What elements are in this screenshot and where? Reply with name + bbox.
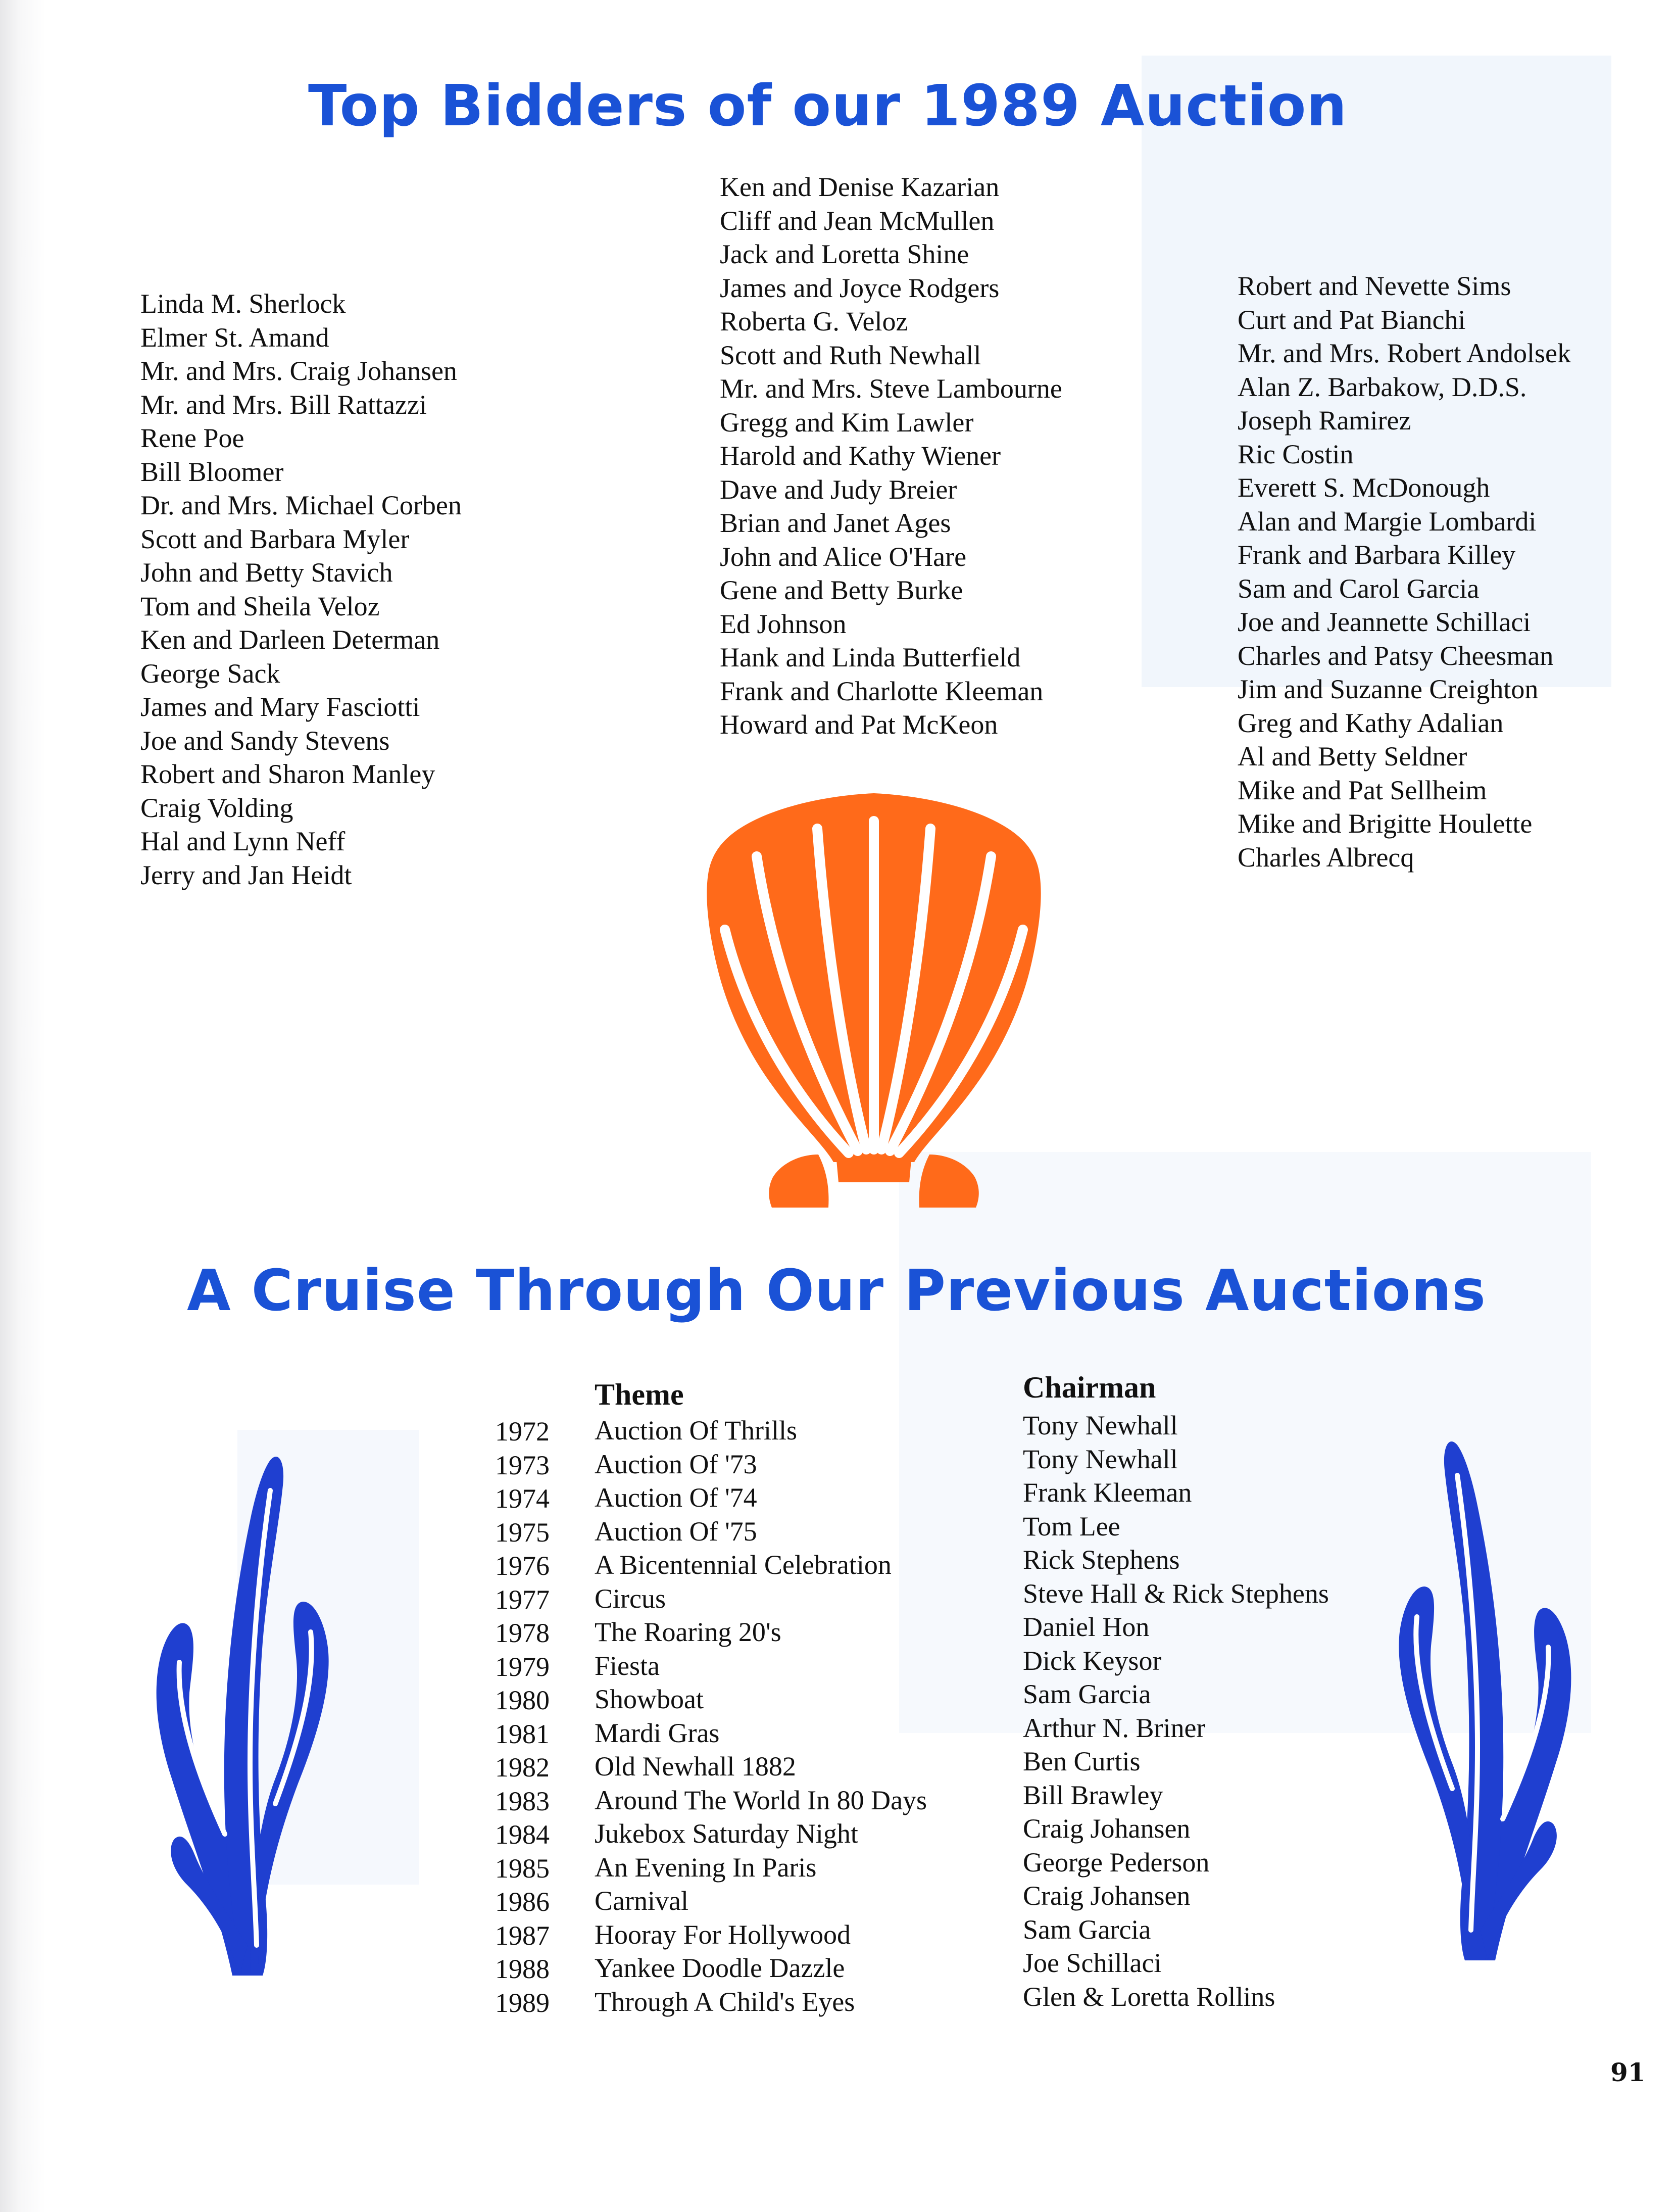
bidder-name: Ken and Denise Kazarian [720, 172, 1000, 202]
bidder-name: Mr. and Mrs. Bill Rattazzi [140, 389, 427, 420]
auction-theme: Mardi Gras [595, 1717, 720, 1748]
auction-theme: Hooray For Hollywood [595, 1919, 851, 1950]
bidder-name: Robert and Nevette Sims [1238, 271, 1511, 301]
auction-year: 1986 [495, 1887, 550, 1917]
auction-theme: Showboat [595, 1684, 704, 1714]
bidder-name: Dr. and Mrs. Michael Corben [140, 490, 462, 520]
auction-chairman: Ben Curtis [1023, 1746, 1141, 1776]
bidder-name: James and Joyce Rodgers [720, 272, 1000, 303]
auction-chairman: Arthur N. Briner [1023, 1712, 1206, 1743]
theme-column-header: Theme [595, 1378, 684, 1411]
bidder-name: Robert and Sharon Manley [140, 759, 435, 789]
auction-year: 1975 [495, 1517, 550, 1548]
auction-chairman: Glen & Loretta Rollins [1023, 1981, 1275, 2012]
bidder-name: Greg and Kathy Adalian [1238, 707, 1504, 738]
bidders-column-3 [1238, 269, 1571, 874]
bidder-name: Mike and Brigitte Houlette [1238, 808, 1533, 839]
auction-year: 1979 [495, 1651, 550, 1682]
auction-theme: Circus [595, 1583, 666, 1614]
auction-year: 1974 [495, 1483, 550, 1514]
auction-year: 1985 [495, 1853, 550, 1884]
top-bidders-heading: Top Bidders of our 1989 Auction [308, 73, 1348, 139]
bidder-name: Brian and Janet Ages [720, 508, 951, 538]
bidder-name: Joe and Jeannette Schillaci [1238, 607, 1531, 637]
bidder-name: John and Betty Stavich [140, 557, 393, 588]
bidder-name: Bill Bloomer [140, 456, 284, 487]
auction-chairman: Craig Johansen [1023, 1813, 1191, 1844]
bidders-column-2 [720, 170, 1062, 742]
auction-year: 1980 [495, 1685, 550, 1715]
auction-chairman: Daniel Hon [1023, 1612, 1150, 1642]
bidder-name: Ric Costin [1238, 439, 1354, 469]
auction-chairman: Tony Newhall [1023, 1410, 1178, 1440]
bidder-name: Harold and Kathy Wiener [720, 441, 1001, 471]
bidder-name: George Sack [140, 658, 280, 689]
auction-year: 1981 [495, 1718, 550, 1749]
bidders-column-1 [140, 287, 462, 892]
seaweed-icon [1374, 1435, 1586, 1970]
bidder-name: Mr. and Mrs. Craig Johansen [140, 356, 457, 386]
bidder-name: Charles and Patsy Cheesman [1238, 640, 1554, 671]
bidder-name: Gene and Betty Burke [720, 575, 963, 605]
auction-theme: Auction Of '75 [595, 1516, 757, 1547]
bidder-name: Mr. and Mrs. Robert Andolsek [1238, 338, 1571, 368]
bidder-name: Alan Z. Barbakow, D.D.S. [1238, 371, 1527, 402]
bidder-name: Rene Poe [140, 423, 244, 453]
bidder-name: Alan and Margie Lombardi [1238, 506, 1537, 537]
bidder-name: Mike and Pat Sellheim [1238, 775, 1487, 805]
page-number: 91 [1610, 2057, 1646, 2087]
bidder-name: Ken and Darleen Determan [140, 624, 440, 655]
bidder-name: Joseph Ramirez [1238, 405, 1411, 436]
auction-theme: Carnival [595, 1886, 688, 1916]
bidder-name: Roberta G. Veloz [720, 306, 908, 336]
auction-theme: Around The World In 80 Days [595, 1785, 927, 1815]
auction-year: 1982 [495, 1752, 550, 1783]
bidder-name: John and Alice O'Hare [720, 541, 967, 572]
auction-years-column [495, 1415, 550, 2019]
auction-themes-column [595, 1414, 927, 2018]
bidder-name: Curt and Pat Bianchi [1238, 304, 1466, 335]
auction-theme: Auction Of '73 [595, 1449, 757, 1479]
bidder-name: Linda M. Sherlock [140, 288, 346, 319]
auction-chairman: Tom Lee [1023, 1511, 1120, 1542]
auction-chairman: Sam Garcia [1023, 1914, 1151, 1945]
auction-theme: Fiesta [595, 1650, 660, 1681]
bidder-name: Joe and Sandy Stevens [140, 725, 390, 756]
auction-theme: Through A Child's Eyes [595, 1986, 855, 2017]
bidder-name: Howard and Pat McKeon [720, 709, 998, 740]
scallop-shell-icon [697, 778, 1051, 1223]
auction-chairman: Tony Newhall [1023, 1444, 1178, 1474]
chairman-column-header: Chairman [1023, 1371, 1156, 1404]
bidder-name: Jim and Suzanne Creighton [1238, 674, 1539, 704]
previous-auctions-heading: A Cruise Through Our Previous Auctions [187, 1258, 1487, 1324]
auction-year: 1987 [495, 1920, 550, 1951]
bidder-name: Hal and Lynn Neff [140, 826, 346, 856]
auction-year: 1983 [495, 1786, 550, 1816]
auction-year: 1988 [495, 1954, 550, 1984]
bidder-name: Everett S. McDonough [1238, 472, 1490, 503]
bidder-name: Ed Johnson [720, 608, 847, 639]
auction-theme: Auction Of Thrills [595, 1415, 797, 1446]
bidder-name: Cliff and Jean McMullen [720, 205, 995, 236]
auction-theme: Old Newhall 1882 [595, 1751, 796, 1782]
bidder-name: Scott and Ruth Newhall [720, 340, 981, 370]
auction-chairman: Dick Keysor [1023, 1645, 1162, 1676]
auction-chairman: Joe Schillaci [1023, 1948, 1162, 1978]
bidder-name: Frank and Charlotte Kleeman [720, 676, 1044, 706]
auction-chairman: Craig Johansen [1023, 1881, 1191, 1911]
auction-chairman: George Pederson [1023, 1847, 1210, 1878]
bidder-name: Jack and Loretta Shine [720, 239, 969, 269]
seaweed-icon [141, 1450, 354, 1986]
bidder-name: Elmer St. Amand [140, 322, 329, 353]
auction-theme: A Bicentennial Celebration [595, 1550, 892, 1580]
auction-chairman: Frank Kleeman [1023, 1477, 1192, 1508]
auction-theme: Auction Of '74 [595, 1482, 757, 1513]
auction-year: 1972 [495, 1416, 550, 1447]
auction-theme: An Evening In Paris [595, 1852, 817, 1883]
auction-theme: The Roaring 20's [595, 1617, 781, 1647]
auction-chairman: Rick Stephens [1023, 1545, 1180, 1575]
bidder-name: Scott and Barbara Myler [140, 523, 410, 554]
bidder-name: Hank and Linda Butterfield [720, 642, 1021, 672]
bidder-name: Craig Volding [140, 792, 293, 823]
bidder-name: Frank and Barbara Killey [1238, 540, 1516, 570]
bidder-name: Tom and Sheila Veloz [140, 591, 380, 621]
auction-theme: Yankee Doodle Dazzle [595, 1953, 845, 1983]
auction-year: 1977 [495, 1584, 550, 1615]
auction-year: 1989 [495, 1987, 550, 2018]
auction-year: 1978 [495, 1618, 550, 1648]
auction-year: 1984 [495, 1819, 550, 1850]
bidder-name: Mr. and Mrs. Steve Lambourne [720, 373, 1062, 404]
auction-chairmen-column [1023, 1409, 1329, 2013]
auction-chairman: Bill Brawley [1023, 1780, 1163, 1810]
auction-year: 1973 [495, 1450, 550, 1480]
auction-chairman: Steve Hall & Rick Stephens [1023, 1578, 1329, 1609]
bidder-name: Al and Betty Seldner [1238, 741, 1467, 772]
bidder-name: Jerry and Jan Heidt [140, 859, 352, 890]
auction-year: 1976 [495, 1551, 550, 1581]
auction-theme: Jukebox Saturday Night [595, 1818, 858, 1849]
bidder-name: James and Mary Fasciotti [140, 692, 420, 722]
bidder-name: Sam and Carol Garcia [1238, 573, 1480, 604]
bidder-name: Charles Albrecq [1238, 842, 1414, 873]
bidder-name: Dave and Judy Breier [720, 474, 957, 505]
auction-chairman: Sam Garcia [1023, 1679, 1151, 1709]
bidder-name: Gregg and Kim Lawler [720, 407, 974, 438]
